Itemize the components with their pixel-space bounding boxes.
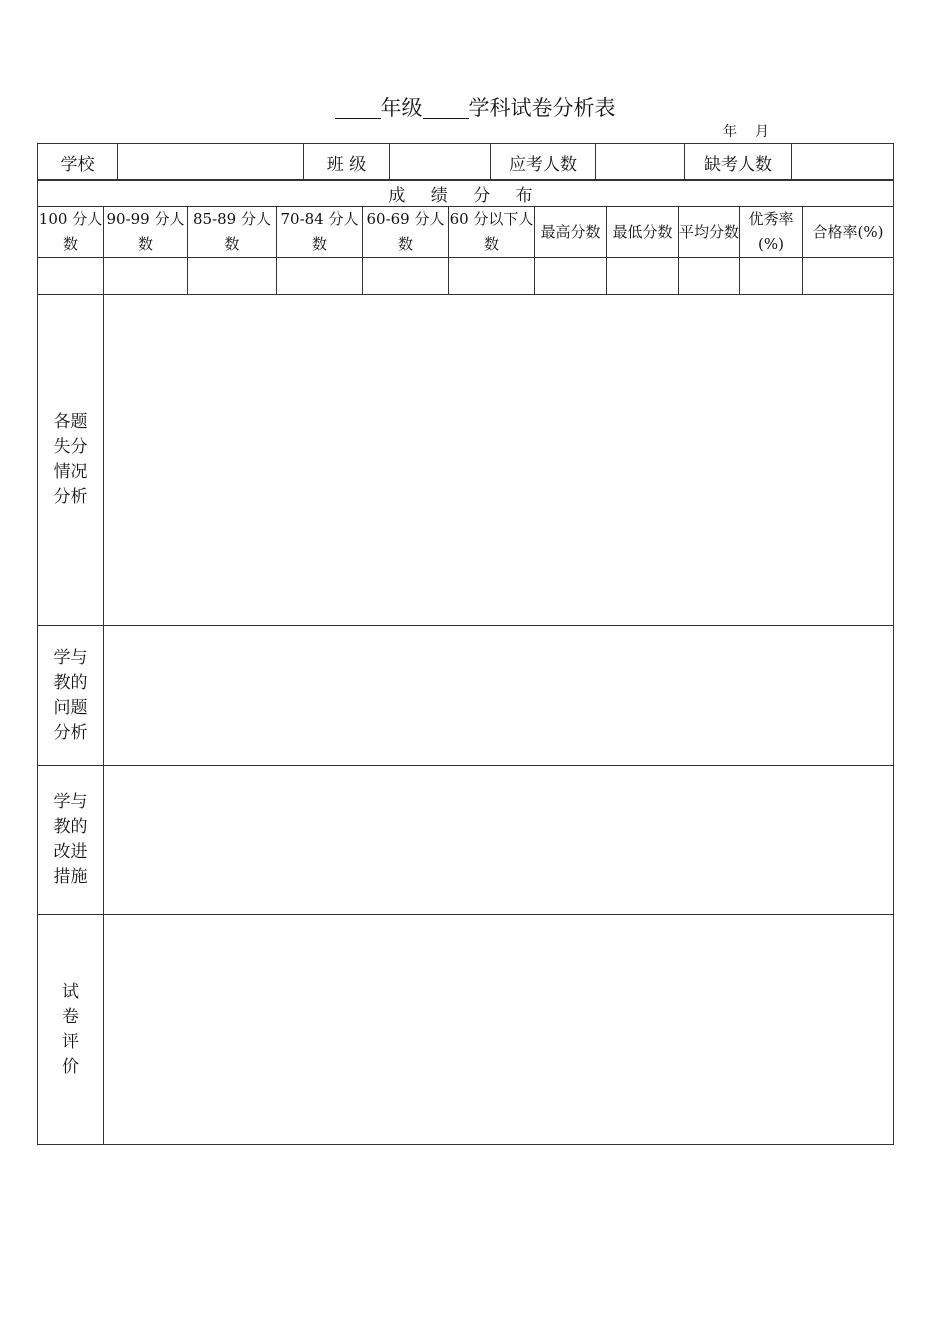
value-60-69[interactable] [363,258,449,295]
value-pass-rate[interactable] [803,258,894,295]
value-below-60[interactable] [449,258,535,295]
value-lowest[interactable] [607,258,679,295]
page-title [0,92,950,122]
subject-blank[interactable] [423,96,469,119]
header-60-69: 60-69 分人数 [363,207,449,258]
title-grade-text: 年级 [380,96,423,120]
title-subject-text: 学科试卷分析表 [468,96,616,120]
school-field[interactable] [118,144,304,181]
value-average[interactable] [679,258,740,295]
score-distribution-band: 成 绩 分 布 [38,180,894,207]
section-field-improvements[interactable] [104,766,894,915]
header-average: 平均分数 [679,207,740,258]
info-table [37,143,894,181]
section-label-problems [38,626,104,766]
section-label-text: 各题失分情况分析 [53,412,88,507]
date-year-label: 年 [723,124,737,140]
absent-count-field[interactable] [792,144,894,181]
header-100: 100 分人数 [38,207,104,258]
section-label-text: 试卷评价 [62,981,79,1077]
value-highest[interactable] [535,258,607,295]
absent-count-label: 缺考人数 [685,144,792,181]
analysis-table [37,179,894,1145]
section-label-improvements [38,766,104,915]
header-below-60: 60 分以下人数 [449,207,535,258]
header-90-99: 90-99 分人数 [104,207,188,258]
section-label-loss-analysis [38,295,104,626]
header-pass-rate: 合格率(%) [803,207,894,258]
header-70-84: 70-84 分人数 [277,207,363,258]
value-100[interactable] [38,258,104,295]
header-lowest: 最低分数 [607,207,679,258]
section-label-text: 学与教的改进措施 [53,792,88,887]
expected-count-label: 应考人数 [491,144,596,181]
value-excellent-rate[interactable] [740,258,803,295]
class-label: 班 级 [304,144,390,181]
header-highest: 最高分数 [535,207,607,258]
class-field[interactable] [390,144,491,181]
expected-count-field[interactable] [596,144,685,181]
school-label: 学校 [38,144,118,181]
value-90-99[interactable] [104,258,188,295]
section-field-problems[interactable] [104,626,894,766]
value-70-84[interactable] [277,258,363,295]
section-label-text: 学与教的问题分析 [53,647,88,743]
date-line [723,121,769,141]
section-field-loss-analysis[interactable] [104,295,894,626]
section-field-evaluation[interactable] [104,915,894,1145]
value-85-89[interactable] [188,258,277,295]
grade-blank[interactable] [335,96,381,119]
date-month-label: 月 [755,124,769,140]
header-excellent-rate: 优秀率(%) [740,207,803,258]
header-85-89: 85-89 分人数 [188,207,277,258]
section-label-evaluation [38,915,104,1145]
